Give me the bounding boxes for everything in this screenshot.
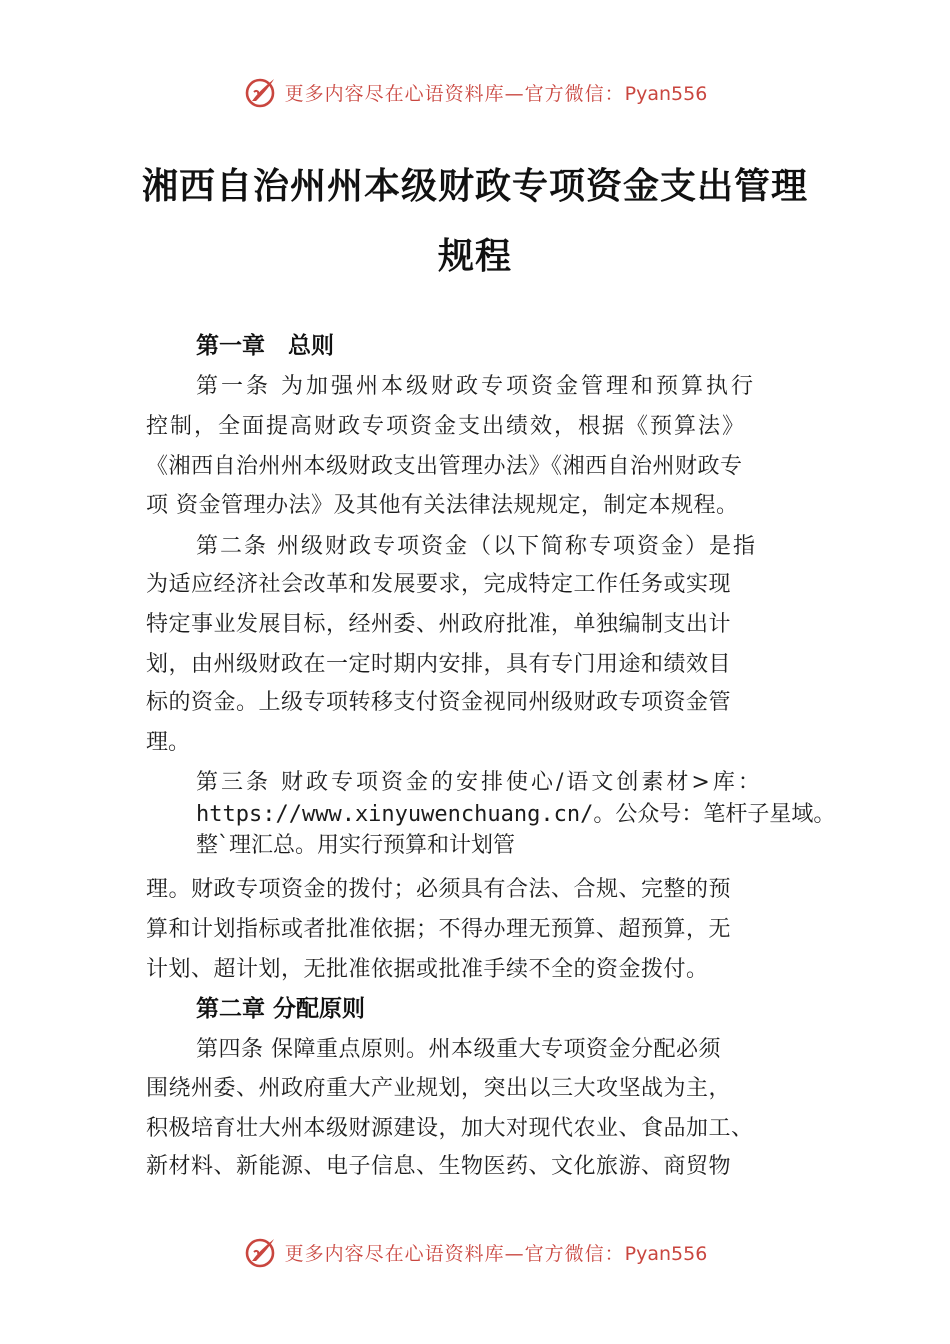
- article-3-line-5: 算和计划指标或者批准依据；不得办理无预算、超预算，无: [146, 917, 732, 942]
- article-1-line-3: 《湘西自治州州本级财政支出管理办法》《湘西自治州财政专: [146, 454, 743, 479]
- watermark-label: 更多内容尽在心语资料库—官方微信：: [284, 1242, 625, 1265]
- brush-logo-icon: [243, 1234, 279, 1270]
- chapter-1-heading: 第一章 总则: [196, 333, 334, 359]
- watermark-banner-top: [0, 72, 950, 112]
- document-title-line-1: 湘西自治州州本级财政专项资金支出管理: [141, 165, 808, 207]
- article-3-line-3: 整`理汇总。用实行预算和计划管: [196, 833, 516, 858]
- article-3-line-2: https://www.xinyuwenchuang.cn/。公众号：笔杆子星域。: [196, 802, 836, 827]
- watermark-handle: Pyan556: [624, 82, 708, 105]
- article-3-line-4: 理。财政专项资金的拨付；必须具有合法、合规、完整的预: [146, 877, 732, 902]
- article-2-line-5: 标的资金。上级专项转移支付资金视同州级财政专项资金管: [146, 690, 732, 715]
- article-2-line-1: 第二条 州级财政专项资金（以下简称专项资金）是指: [196, 534, 757, 559]
- watermark-handle: Pyan556: [624, 1242, 708, 1265]
- watermark-banner-bottom: [0, 1232, 950, 1272]
- watermark-text: [285, 1239, 708, 1266]
- document-title-line-2: 规程: [437, 235, 512, 277]
- article-2-line-4: 划，由州级财政在一定时期内安排，具有专门用途和绩效目: [146, 652, 732, 677]
- watermark-text: [285, 79, 708, 106]
- article-1-line-1: 第一条 为加强州本级财政专项资金管理和预算执行: [196, 374, 756, 399]
- article-4-line-4: 新材料、新能源、电子信息、生物医药、文化旅游、商贸物: [146, 1154, 732, 1179]
- article-2-line-3: 特定事业发展目标，经州委、州政府批准，单独编制支出计: [146, 612, 732, 637]
- article-1-line-2: 控制，全面提高财政专项资金支出绩效，根据《预算法》: [146, 414, 747, 439]
- article-1-line-4: 项 资金管理办法》及其他有关法律法规规定，制定本规程。: [146, 493, 739, 518]
- chapter-2-heading: 第二章 分配原则: [196, 996, 366, 1022]
- brush-logo-icon: [243, 74, 279, 110]
- watermark-label: 更多内容尽在心语资料库—官方微信：: [284, 82, 625, 105]
- article-2-line-6: 理。: [146, 730, 191, 755]
- article-3-line-1: 第三条 财政专项资金的安排使心/语文创素材>库：: [196, 770, 763, 795]
- article-4-line-1: 第四条 保障重点原则。州本级重大专项资金分配必须: [196, 1037, 721, 1062]
- article-4-line-3: 积极培育壮大州本级财源建设，加大对现代农业、食品加工、: [146, 1116, 754, 1141]
- article-3-line-6: 计划、超计划，无批准依据或批准手续不全的资金拨付。: [146, 957, 709, 982]
- article-2-line-2: 为适应经济社会改革和发展要求，完成特定工作任务或实现: [146, 572, 732, 597]
- article-4-line-2: 围绕州委、州政府重大产业规划，突出以三大攻坚战为主，: [146, 1076, 732, 1101]
